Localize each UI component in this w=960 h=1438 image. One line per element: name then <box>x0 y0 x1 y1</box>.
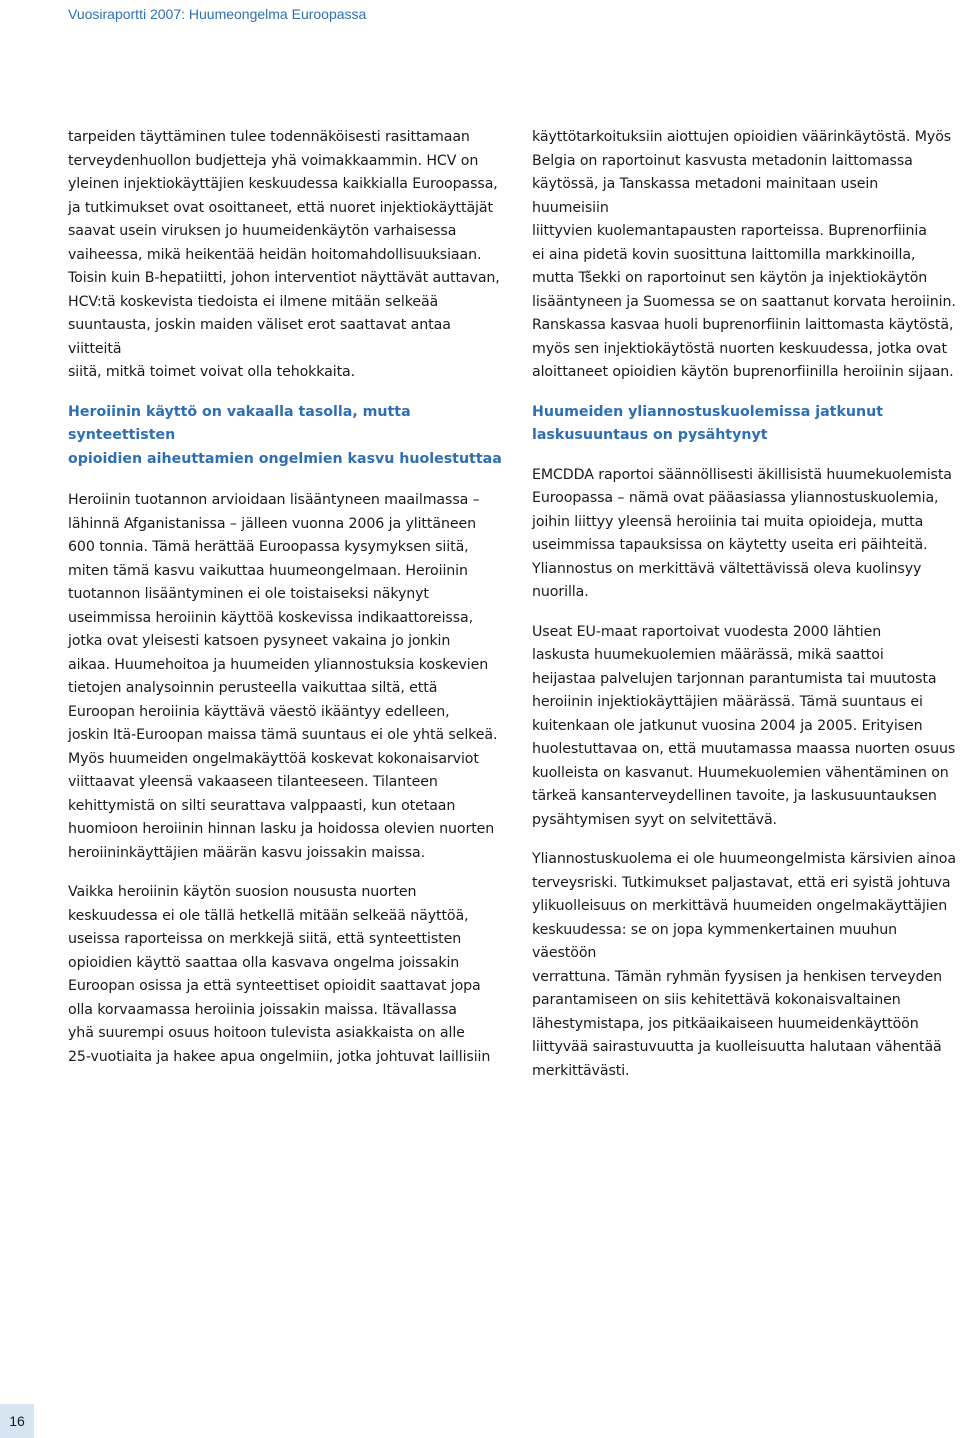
left-column <box>68 126 508 1085</box>
right-paragraph-4: Yliannostuskuolema ei ole huumeongelmista kärsivien ainoa terveysriski. Tutkimukset paljastavat, että eri syistä johtuva ylikuolleisuus on merkittävä huumeiden ongelmakäyttäjien keskuudessa: se on jopa kymmenkertainen muuhun väestöön verrattuna. Tämän ryhmän fyysisen ja henkisen terveyden parantamiseen on siis kehitettävä kokonaisvaltainen lähestymistapa, jos pitkäaikaiseen huumeidenkäyttöön liittyvää sairastuvuutta ja kuolleisuutta halutaan vähentää merkittävästi. <box>532 851 956 1079</box>
left-paragraph-3: Vaikka heroiinin käytön suosion noususta nuorten keskuudessa ei ole tällä hetkellä mitään selkeää näyttöä, useissa raporteissa on merkkejä siitä, että synteettisten opioidien käyttö saattaa olla kasvava ongelma joissakin Euroopan osissa ja että synteettiset opioidit saattavat jopa olla korvaamassa heroiinia joissakin maissa. Itävallassa yhä suurempi osuus hoitoon tulevista asiakkaista on alle 25-vuotiaita ja hakee apua ongelmiin, jotka johtuvat laillisiin <box>68 884 491 1065</box>
left-paragraph-2: Heroiinin tuotannon arvioidaan lisääntyneen maailmassa – lähinnä Afganistanissa – jälleen vuonna 2006 ja ylittäneen 600 tonnia. Tämä herättää Euroopassa kysymyksen siitä, miten tämä kasvu vaikuttaa huumeongelmaan. Heroiinin tuotannon lisääntyminen ei ole toistaiseksi näkynyt useimmissa heroiinin käyttöä koskevissa indikaattoreissa, jotka ovat yleisesti katsoen pysyneet vakaina jo jonkin aikaa. Huumehoitoa ja huumeiden yliannostuksia koskevien tietojen analysoinnin perusteella vaikuttaa siltä, että Euroopan heroiinia käyttävä väestö ikääntyy edelleen, joskin Itä-Euroopan maissa tämä suuntaus ei ole yhtä selkeä. Myös huumeiden ongelmakäyttöä koskevat kokonaisarviot viittaavat yleensä vakaaseen tilanteeseen. Tilanteen kehittymistä on silti seurattava valppaasti, kun otetaan huomioon heroiinin hinnan lasku ja hoidossa olevien nuorten heroiininkäyttäjien määrän kasvu joissakin maissa. <box>68 492 498 861</box>
page-number-tab <box>0 1404 34 1438</box>
right-paragraph-3: Useat EU-maat raportoivat vuodesta 2000 lähtien laskusta huumekuolemien määrässä, mikä saattoi heijastaa palvelujen tarjonnan parantumista tai muutosta heroiinin injektiokäyttäjien määrässä. Tämä suuntaus ei kuitenkaan ole jatkunut vuosina 2004 ja 2005. Erityisen huolestuttavaa on, että muutamassa maassa nuorten osuus kuolleista on kasvanut. Huumekuolemien vähentäminen on tärkeä kansanterveydellinen tavoite, ja laskusuuntauksen pysähtymisen syyt on selvitettävä. <box>532 623 956 828</box>
running-header: Vuosiraportti 2007: Huumeongelma Euroopassa <box>68 6 367 22</box>
right-paragraph-2: EMCDDA raportoi säännöllisesti äkillisistä huumekuolemista Euroopassa – nämä ovat pääasiassa yliannostuskuolemia, joihin liittyy yleensä heroiinia tai muita opioideja, mutta useimmissa tapauksissa on käytetty useita eri päihteitä. Yliannostus on merkittävä vältettävissä oleva kuolinsyy nuorilla. <box>532 466 952 600</box>
left-paragraph-1: tarpeiden täyttäminen tulee todennäköisesti rasittamaan terveydenhuollon budjetteja yhä voimakkaammin. HCV on yleinen injektiokäyttäjien keskuudessa kaikkialla Euroopassa, ja tutkimukset ovat osoittaneet, että nuoret injektiokäyttäjät saavat usein viruksen jo huumeidenkäytön varhaisessa vaiheessa, mikä heikentää heidän hoitomahdollisuuksiaan. Toisin kuin B-hepatiitti, johon interventiot näyttävät auttavan, HCV:tä koskevista tiedoista ei ilmene mitään selkeää suuntausta, joskin maiden väliset erot saattavat antaa viitteitä siitä, mitkä toimet voivat olla tehokkaita. <box>68 129 500 380</box>
left-section-heading: Heroiinin käyttö on vakaalla tasolla, mutta synteettisten opioidien aiheuttamien ongelmien kasvu huolestuttaa <box>68 403 502 467</box>
right-paragraph-1: käyttötarkoituksiin aiottujen opioidien väärinkäytöstä. Myös Belgia on raportoinut kasvusta metadonin laittomassa käytössä, ja Tanskassa metadoni mainitaan usein huumeisiin liittyvien kuolemantapausten raporteissa. Buprenorfiinia ei aina pidetä kovin suosittuna laittomilla markkinoilla, mutta Tšekki on raportoinut sen käytön ja injektiokäytön lisääntyneen ja Suomessa se on saattanut korvata heroiinin. Ranskassa kasvaa huoli buprenorfiinin laittomasta käytöstä, myös sen injektiokäytöstä nuorten keskuudessa, jotka ovat aloittaneet opioidien käytön buprenorfiinilla heroiinin sijaan. <box>532 129 956 380</box>
right-column <box>532 126 958 1099</box>
right-section-heading: Huumeiden yliannostuskuolemissa jatkunut laskusuuntaus on pysähtynyt <box>532 403 883 443</box>
page-number: 16 <box>9 1413 25 1429</box>
